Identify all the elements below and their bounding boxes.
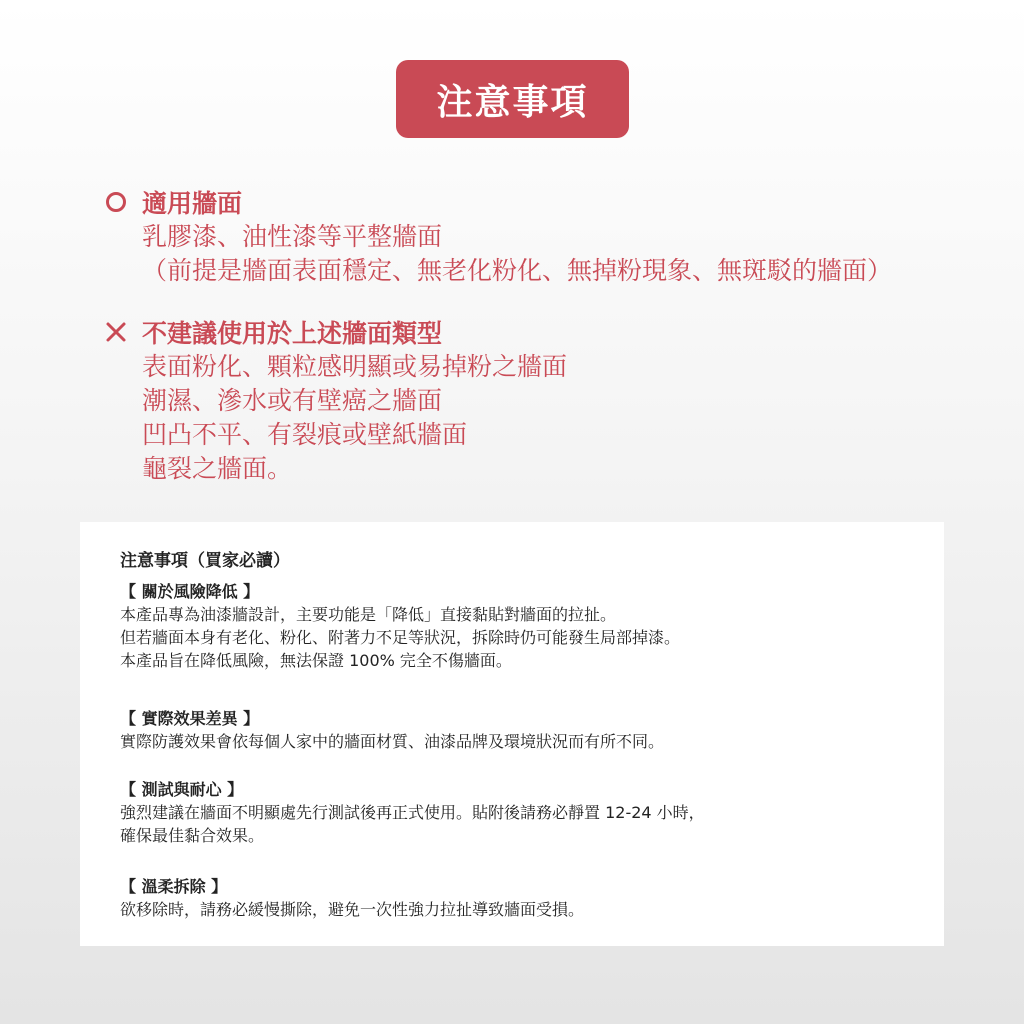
notice-section-heading: 【 關於風險降低 】	[120, 582, 260, 601]
not-recommended-section	[104, 314, 567, 486]
notice-section-removal	[120, 875, 584, 921]
not-recommended-item: 凹凸不平、有裂痕或壁紙牆面	[142, 420, 468, 449]
suitable-walls-section	[104, 184, 892, 288]
circle-icon	[104, 190, 128, 214]
notice-section-effect	[120, 707, 664, 753]
notice-line: 實際防護效果會依每個人家中的牆面材質、油漆品牌及環境狀況而有所不同。	[120, 732, 665, 751]
notice-line: 本產品旨在降低風險，無法保證 100% 完全不傷牆面。	[120, 651, 512, 670]
notice-section-risk	[120, 580, 680, 672]
not-recommended-heading: 不建議使用於上述牆面類型	[142, 319, 443, 348]
notice-card	[80, 522, 944, 946]
notice-line: 確保最佳黏合效果。	[120, 826, 265, 845]
not-recommended-item: 潮濕、滲水或有壁癌之牆面	[142, 386, 443, 415]
notice-section-test	[120, 778, 705, 847]
suitable-walls-condition: （前提是牆面表面穩定、無老化粉化、無掉粉現象、無斑駁的牆面）	[142, 256, 893, 285]
page-title: 注意事項	[396, 60, 629, 138]
not-recommended-heading-row	[104, 314, 567, 350]
notice-line: 強烈建議在牆面不明顯處先行測試後再正式使用。貼附後請務必靜置 12-24 小時，	[120, 803, 705, 822]
cross-icon	[104, 320, 128, 344]
notice-section-heading: 【 實際效果差異 】	[120, 709, 260, 728]
notice-title: 注意事項（買家必讀）	[120, 551, 290, 571]
not-recommended-item: 龜裂之牆面。	[142, 454, 293, 483]
notice-section-heading: 【 溫柔拆除 】	[120, 877, 228, 896]
notice-line: 但若牆面本身有老化、粉化、附著力不足等狀況，拆除時仍可能發生局部掉漆。	[120, 628, 681, 647]
suitable-walls-line: 乳膠漆、油性漆等平整牆面	[142, 222, 443, 251]
not-recommended-item: 表面粉化、顆粒感明顯或易掉粉之牆面	[142, 352, 568, 381]
notice-section-heading: 【 測試與耐心 】	[120, 780, 244, 799]
notice-line: 欲移除時，請務必緩慢撕除，避免一次性強力拉扯導致牆面受損。	[120, 900, 585, 919]
suitable-walls-heading: 適用牆面	[142, 189, 243, 218]
notice-line: 本產品專為油漆牆設計，主要功能是「降低」直接黏貼對牆面的拉扯。	[120, 605, 617, 624]
suitable-walls-heading-row	[104, 184, 892, 220]
